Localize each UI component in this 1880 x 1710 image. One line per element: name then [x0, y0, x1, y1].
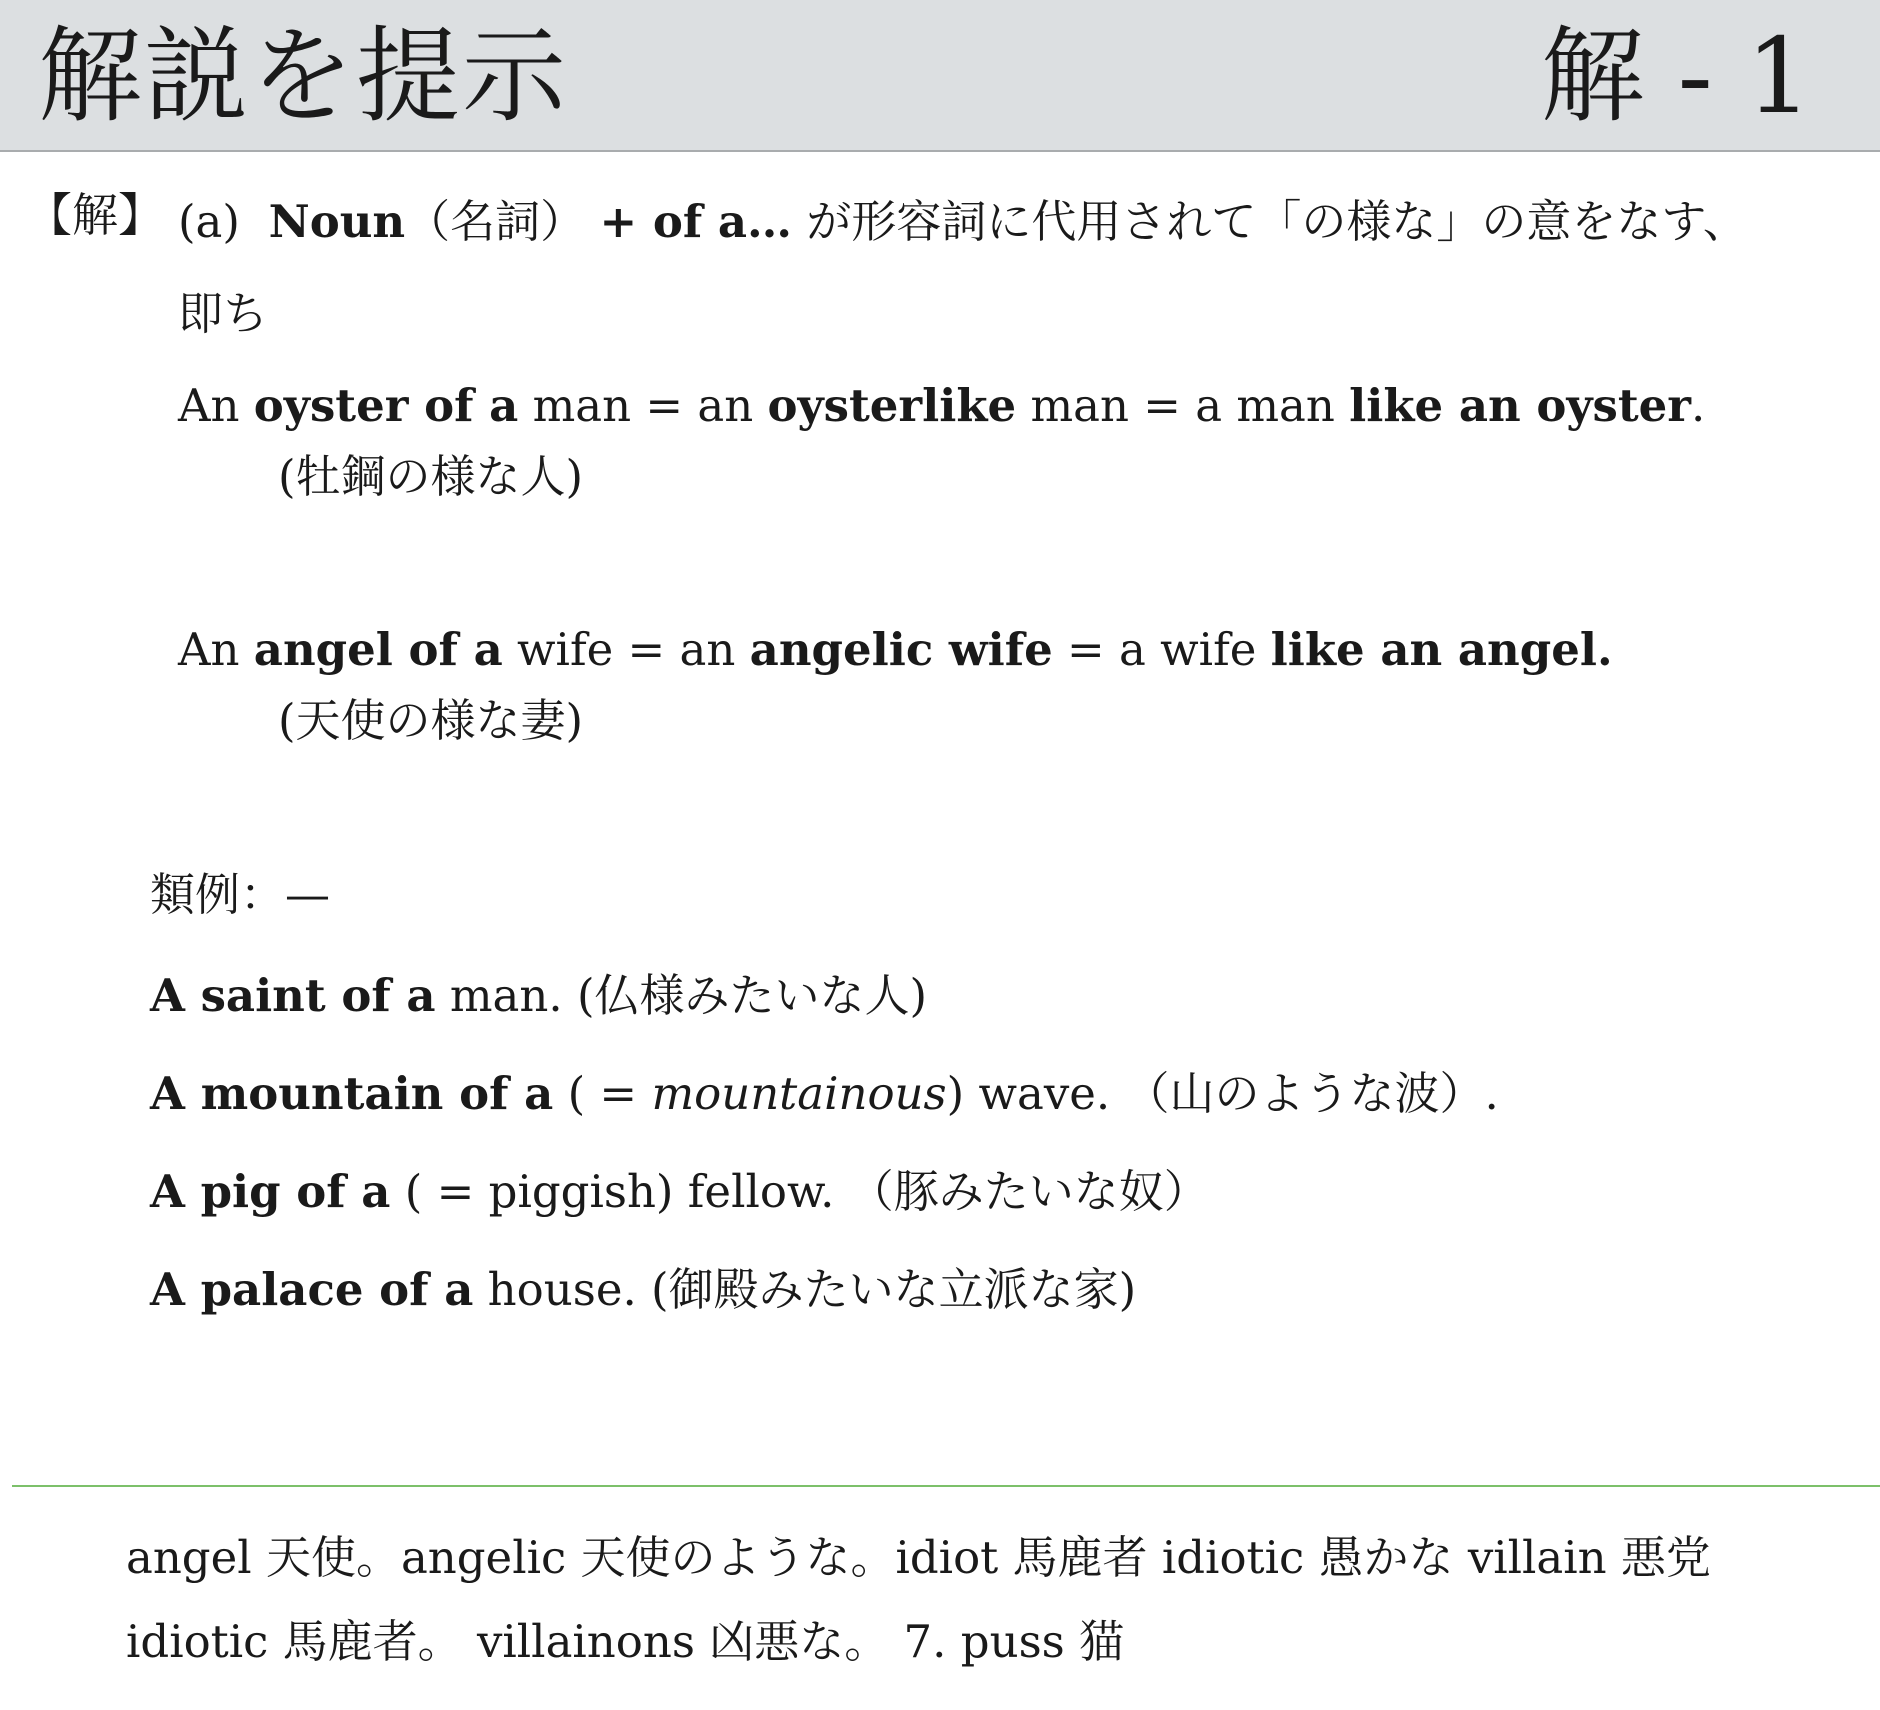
text-run: .	[1691, 379, 1706, 432]
bold-run: angelic wife	[749, 623, 1053, 676]
page-header	[0, 0, 1880, 152]
bold-run: A mountain of a	[150, 1067, 554, 1120]
intro-pattern: + of a…	[599, 195, 793, 248]
intro-line-1	[178, 192, 1748, 252]
example-1-sentence	[178, 376, 1705, 436]
text-run: An	[178, 379, 254, 432]
text-run: ( =	[553, 1067, 652, 1120]
text-run: man = an	[518, 379, 768, 432]
intro-noun-jp: （名詞）	[405, 195, 586, 248]
intro-line-2: 即ち	[178, 287, 269, 340]
bold-run: angel of a	[253, 623, 503, 676]
intro-number: (a)	[178, 195, 240, 248]
bold-run: A palace of a	[150, 1263, 474, 1316]
page-number: 解 - 1	[1540, 15, 1812, 137]
text-run: man = a man	[1016, 379, 1350, 432]
example-2-sentence	[178, 620, 1613, 680]
bold-run: like an oyster	[1349, 379, 1692, 432]
text-run: house. (御殿みたいな立派な家)	[473, 1263, 1137, 1316]
example-2-translation: (天使の様な妻)	[278, 694, 584, 747]
example-1-translation: (牡鋼の様な人)	[278, 450, 584, 503]
bold-run: A pig of a	[150, 1165, 391, 1218]
italic-run: mountainous	[651, 1067, 947, 1120]
text-run: = a wife	[1052, 623, 1271, 676]
similar-item	[150, 966, 927, 1026]
bold-run: oyster of a	[253, 379, 519, 432]
glossary-line-2: idiotic 馬鹿者。 villainons 凶悪な。 7. puss 猫	[126, 1615, 1125, 1668]
text-run: ( = piggish) fellow. （豚みたいな奴）	[390, 1165, 1209, 1218]
text-run: wife = an	[502, 623, 750, 676]
intro-noun: Noun	[268, 195, 406, 248]
glossary-line-1: angel 天使。angelic 天使のような。idiot 馬鹿者 idiotic 愚かな villain 悪党	[126, 1531, 1711, 1584]
text-run: ) wave. （山のような波）.	[946, 1067, 1499, 1120]
bold-run: like an angel.	[1270, 623, 1613, 676]
similar-item	[150, 1260, 1136, 1320]
similar-label: 類例：—	[150, 868, 331, 921]
similar-item	[150, 1162, 1209, 1222]
intro-rest: が形容詞に代用されて「の様な」の意をなす、	[806, 195, 1748, 248]
text-run: An	[178, 623, 254, 676]
bold-run: oysterlike	[767, 379, 1017, 432]
answer-marker: 【解】	[26, 188, 164, 242]
footnote-divider	[12, 1485, 1880, 1487]
bold-run: A saint of a	[150, 969, 436, 1022]
page-title: 解説を提示	[38, 15, 569, 137]
text-run: man. (仏様みたいな人)	[435, 969, 928, 1022]
similar-item	[150, 1064, 1499, 1124]
